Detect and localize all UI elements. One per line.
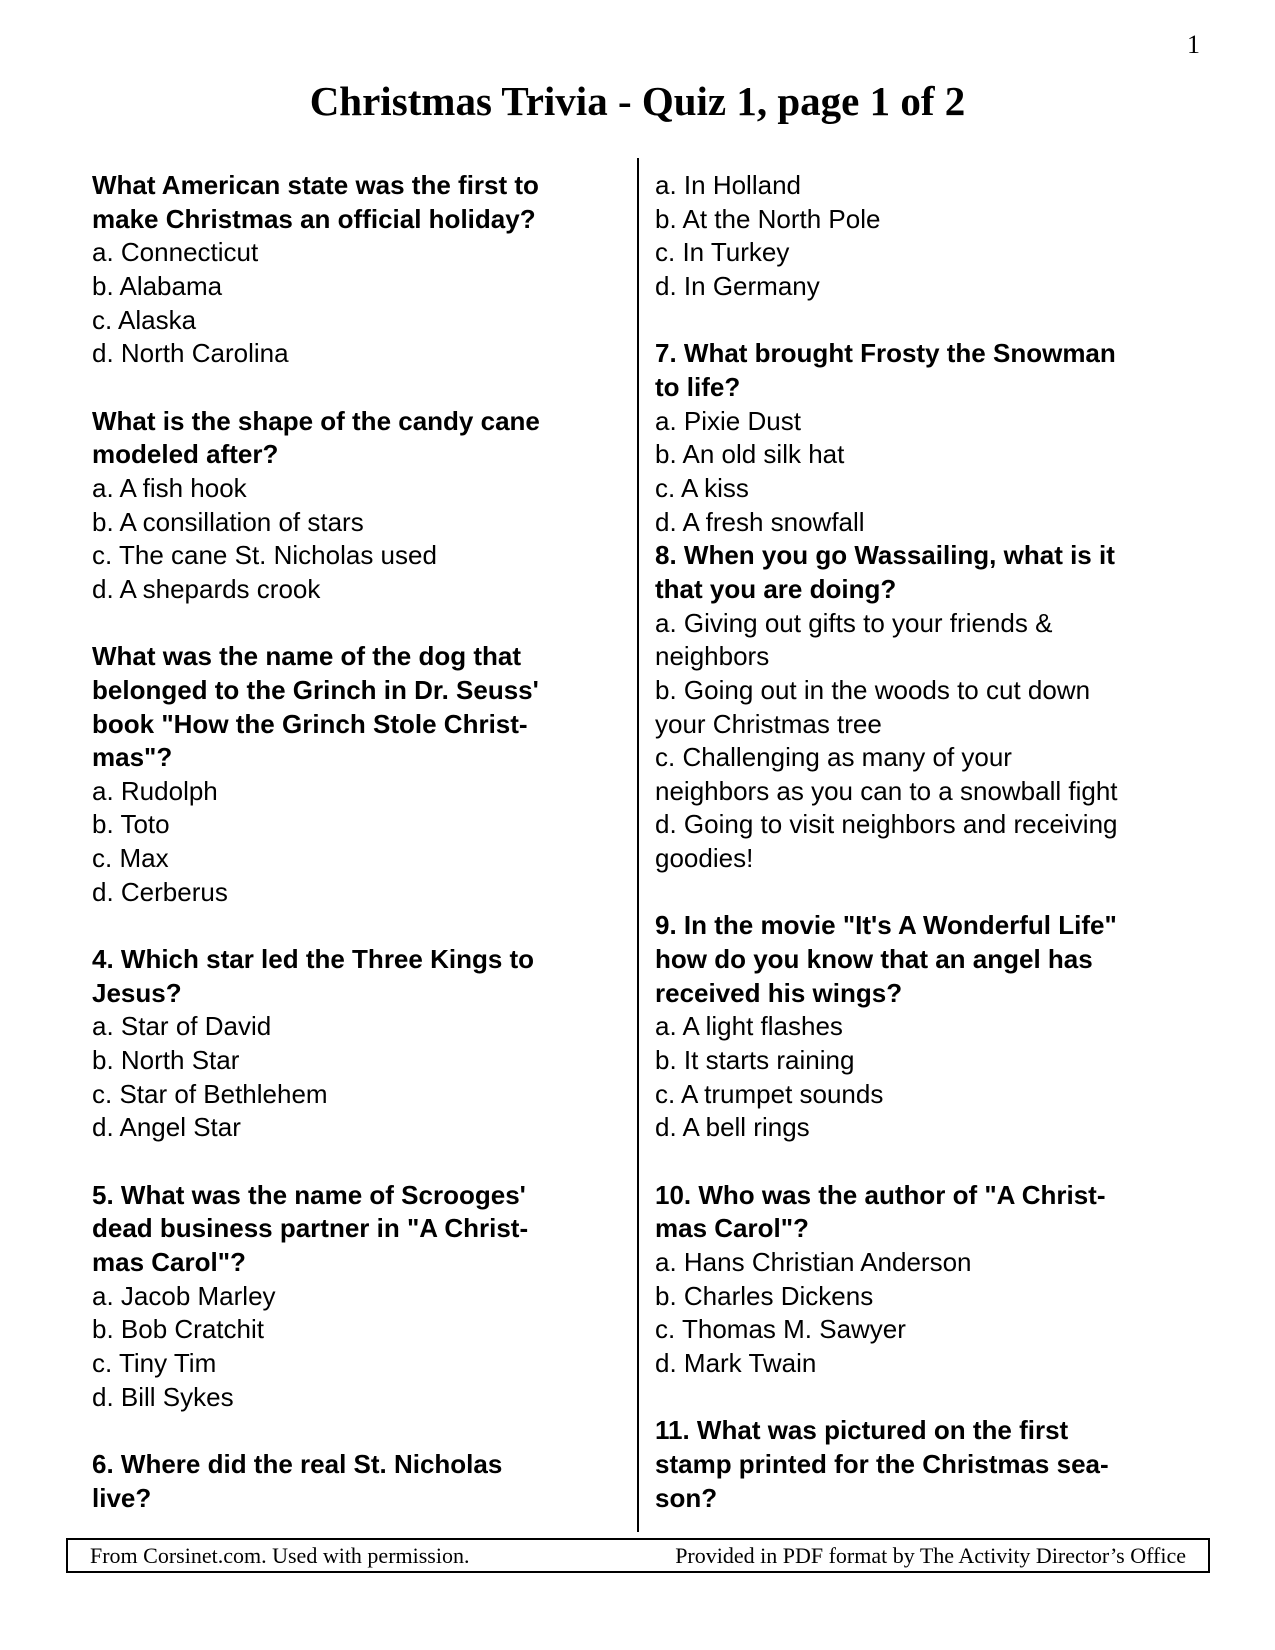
answer-line: b. An old silk hat bbox=[655, 439, 845, 470]
question-line: What American state was the first to bbox=[92, 170, 539, 200]
blank-line bbox=[655, 1145, 1215, 1179]
page-title: Christmas Trivia - Quiz 1, page 1 of 2 bbox=[309, 78, 966, 124]
footer-attribution-right: Provided in PDF format by The Activity Director’s Office bbox=[675, 1542, 1186, 1568]
answer-line: b. Toto bbox=[92, 809, 170, 840]
answer-line: b. Alabama bbox=[92, 270, 223, 301]
answer-line: a. Jacob Marley bbox=[92, 1280, 276, 1311]
question-line: live? bbox=[92, 1482, 152, 1513]
answer-line: c. Max bbox=[92, 843, 169, 874]
answer-line: neighbors bbox=[655, 641, 770, 672]
blank-line bbox=[655, 1381, 1215, 1415]
answer-line: d. A shepards crook bbox=[92, 573, 321, 604]
question-line: make Christmas an official holiday? bbox=[92, 203, 536, 234]
answer-line: d. Bill Sykes bbox=[92, 1381, 234, 1412]
answer-line: b. Bob Cratchit bbox=[92, 1314, 264, 1345]
answer-line: d. A bell rings bbox=[655, 1112, 810, 1143]
column-divider-line bbox=[637, 158, 639, 1532]
question-line: 8. When you go Wassailing, what is it bbox=[655, 540, 1115, 571]
question-line: What is the shape of the candy cane bbox=[92, 405, 540, 436]
answer-line: c. Tiny Tim bbox=[92, 1347, 217, 1378]
answer-line: c. Star of Bethlehem bbox=[92, 1078, 328, 1109]
answer-line: a. Giving out gifts to your friends & bbox=[655, 607, 1053, 638]
question-block bbox=[92, 640, 632, 909]
answer-line: d. In Germany bbox=[655, 270, 820, 301]
answer-line: c. Challenging as many of your bbox=[655, 742, 1012, 773]
question-block bbox=[92, 405, 632, 607]
question-line: belonged to the Grinch in Dr. Seuss' bbox=[92, 674, 539, 705]
question-line: 4. Which star led the Three Kings to bbox=[92, 944, 535, 975]
question-block bbox=[655, 539, 1215, 876]
quiz-column-right bbox=[655, 169, 1215, 1515]
blank-line bbox=[92, 371, 632, 405]
answer-line: c. The cane St. Nicholas used bbox=[92, 540, 437, 571]
answer-line: neighbors as you can to a snowball fight bbox=[655, 775, 1118, 806]
question-line: mas Carol"? bbox=[655, 1213, 809, 1244]
answer-line: d. Cerberus bbox=[92, 876, 228, 907]
question-line: 6. Where did the real St. Nicholas bbox=[92, 1448, 503, 1479]
answer-line: c. In Turkey bbox=[655, 237, 790, 268]
blank-line bbox=[92, 1414, 632, 1448]
answer-line: c. A kiss bbox=[655, 472, 749, 503]
question-line: 9. In the movie "It's A Wonderful Life" bbox=[655, 910, 1117, 941]
question-line: stamp printed for the Christmas sea- bbox=[655, 1448, 1109, 1479]
blank-line bbox=[655, 876, 1215, 910]
quiz-column-left bbox=[92, 169, 632, 1515]
question-line: modeled after? bbox=[92, 439, 279, 470]
question-line: dead business partner in "A Christ- bbox=[92, 1213, 529, 1244]
blank-line bbox=[92, 909, 632, 943]
question-line: received his wings? bbox=[655, 977, 903, 1008]
answer-line: b. A consillation of stars bbox=[92, 506, 364, 537]
question-line: son? bbox=[655, 1482, 718, 1513]
answer-line: goodies! bbox=[655, 843, 754, 874]
question-block bbox=[655, 1179, 1215, 1381]
answer-line: d. Angel Star bbox=[92, 1112, 241, 1143]
question-line: that you are doing? bbox=[655, 573, 897, 604]
question-line: mas Carol"? bbox=[92, 1247, 246, 1277]
answer-line: a. A light flashes bbox=[655, 1011, 843, 1042]
footer-bar bbox=[66, 1538, 1210, 1573]
answer-line: a. Rudolph bbox=[92, 775, 218, 806]
answer-line: b. Going out in the woods to cut down bbox=[655, 674, 1091, 705]
answer-line: c. Thomas M. Sawyer bbox=[655, 1314, 906, 1345]
answer-line: a. Connecticut bbox=[92, 237, 259, 268]
question-block bbox=[92, 169, 632, 371]
answer-line: d. Mark Twain bbox=[655, 1347, 817, 1378]
question-line: to life? bbox=[655, 371, 741, 402]
answer-line: a. A fish hook bbox=[92, 472, 247, 503]
answer-line: b. At the North Pole bbox=[655, 203, 881, 234]
blank-line bbox=[655, 304, 1215, 338]
question-line: What was the name of the dog that bbox=[92, 641, 522, 672]
question-line: mas"? bbox=[92, 742, 173, 773]
answer-line: c. Alaska bbox=[92, 304, 197, 335]
answer-line: b. Charles Dickens bbox=[655, 1280, 874, 1311]
question-line: Jesus? bbox=[92, 977, 182, 1008]
answer-line: a. Star of David bbox=[92, 1011, 272, 1042]
answer-line: b. It starts raining bbox=[655, 1045, 855, 1076]
answer-line: a. Pixie Dust bbox=[655, 405, 801, 436]
answer-line: d. Going to visit neighbors and receiving bbox=[655, 809, 1118, 840]
question-line: book "How the Grinch Stole Christ- bbox=[92, 708, 528, 739]
answer-line: your Christmas tree bbox=[655, 708, 882, 739]
answer-line: c. A trumpet sounds bbox=[655, 1078, 884, 1109]
question-block bbox=[655, 337, 1215, 539]
answer-line: d. North Carolina bbox=[92, 338, 289, 369]
question-line: 10. Who was the author of "A Christ- bbox=[655, 1179, 1106, 1210]
question-block bbox=[92, 1179, 632, 1415]
page-number: 1 bbox=[1187, 30, 1200, 59]
answer-line: a. Hans Christian Anderson bbox=[655, 1247, 972, 1277]
answer-line: b. North Star bbox=[92, 1045, 240, 1076]
answer-line: a. In Holland bbox=[655, 170, 801, 200]
answer-line: d. A fresh snowfall bbox=[655, 506, 865, 537]
question-line: how do you know that an angel has bbox=[655, 944, 1093, 975]
question-block bbox=[92, 943, 632, 1145]
question-line: 7. What brought Frosty the Snowman bbox=[655, 338, 1116, 369]
question-line: 11. What was pictured on the first bbox=[655, 1415, 1069, 1446]
blank-line bbox=[92, 1145, 632, 1179]
question-block bbox=[92, 1448, 632, 1515]
question-block bbox=[655, 909, 1215, 1145]
question-block bbox=[655, 169, 1215, 304]
footer-attribution-left: From Corsinet.com. Used with permission. bbox=[90, 1542, 470, 1568]
question-block bbox=[655, 1414, 1215, 1515]
question-line: 5. What was the name of Scrooges' bbox=[92, 1179, 526, 1210]
blank-line bbox=[92, 607, 632, 641]
